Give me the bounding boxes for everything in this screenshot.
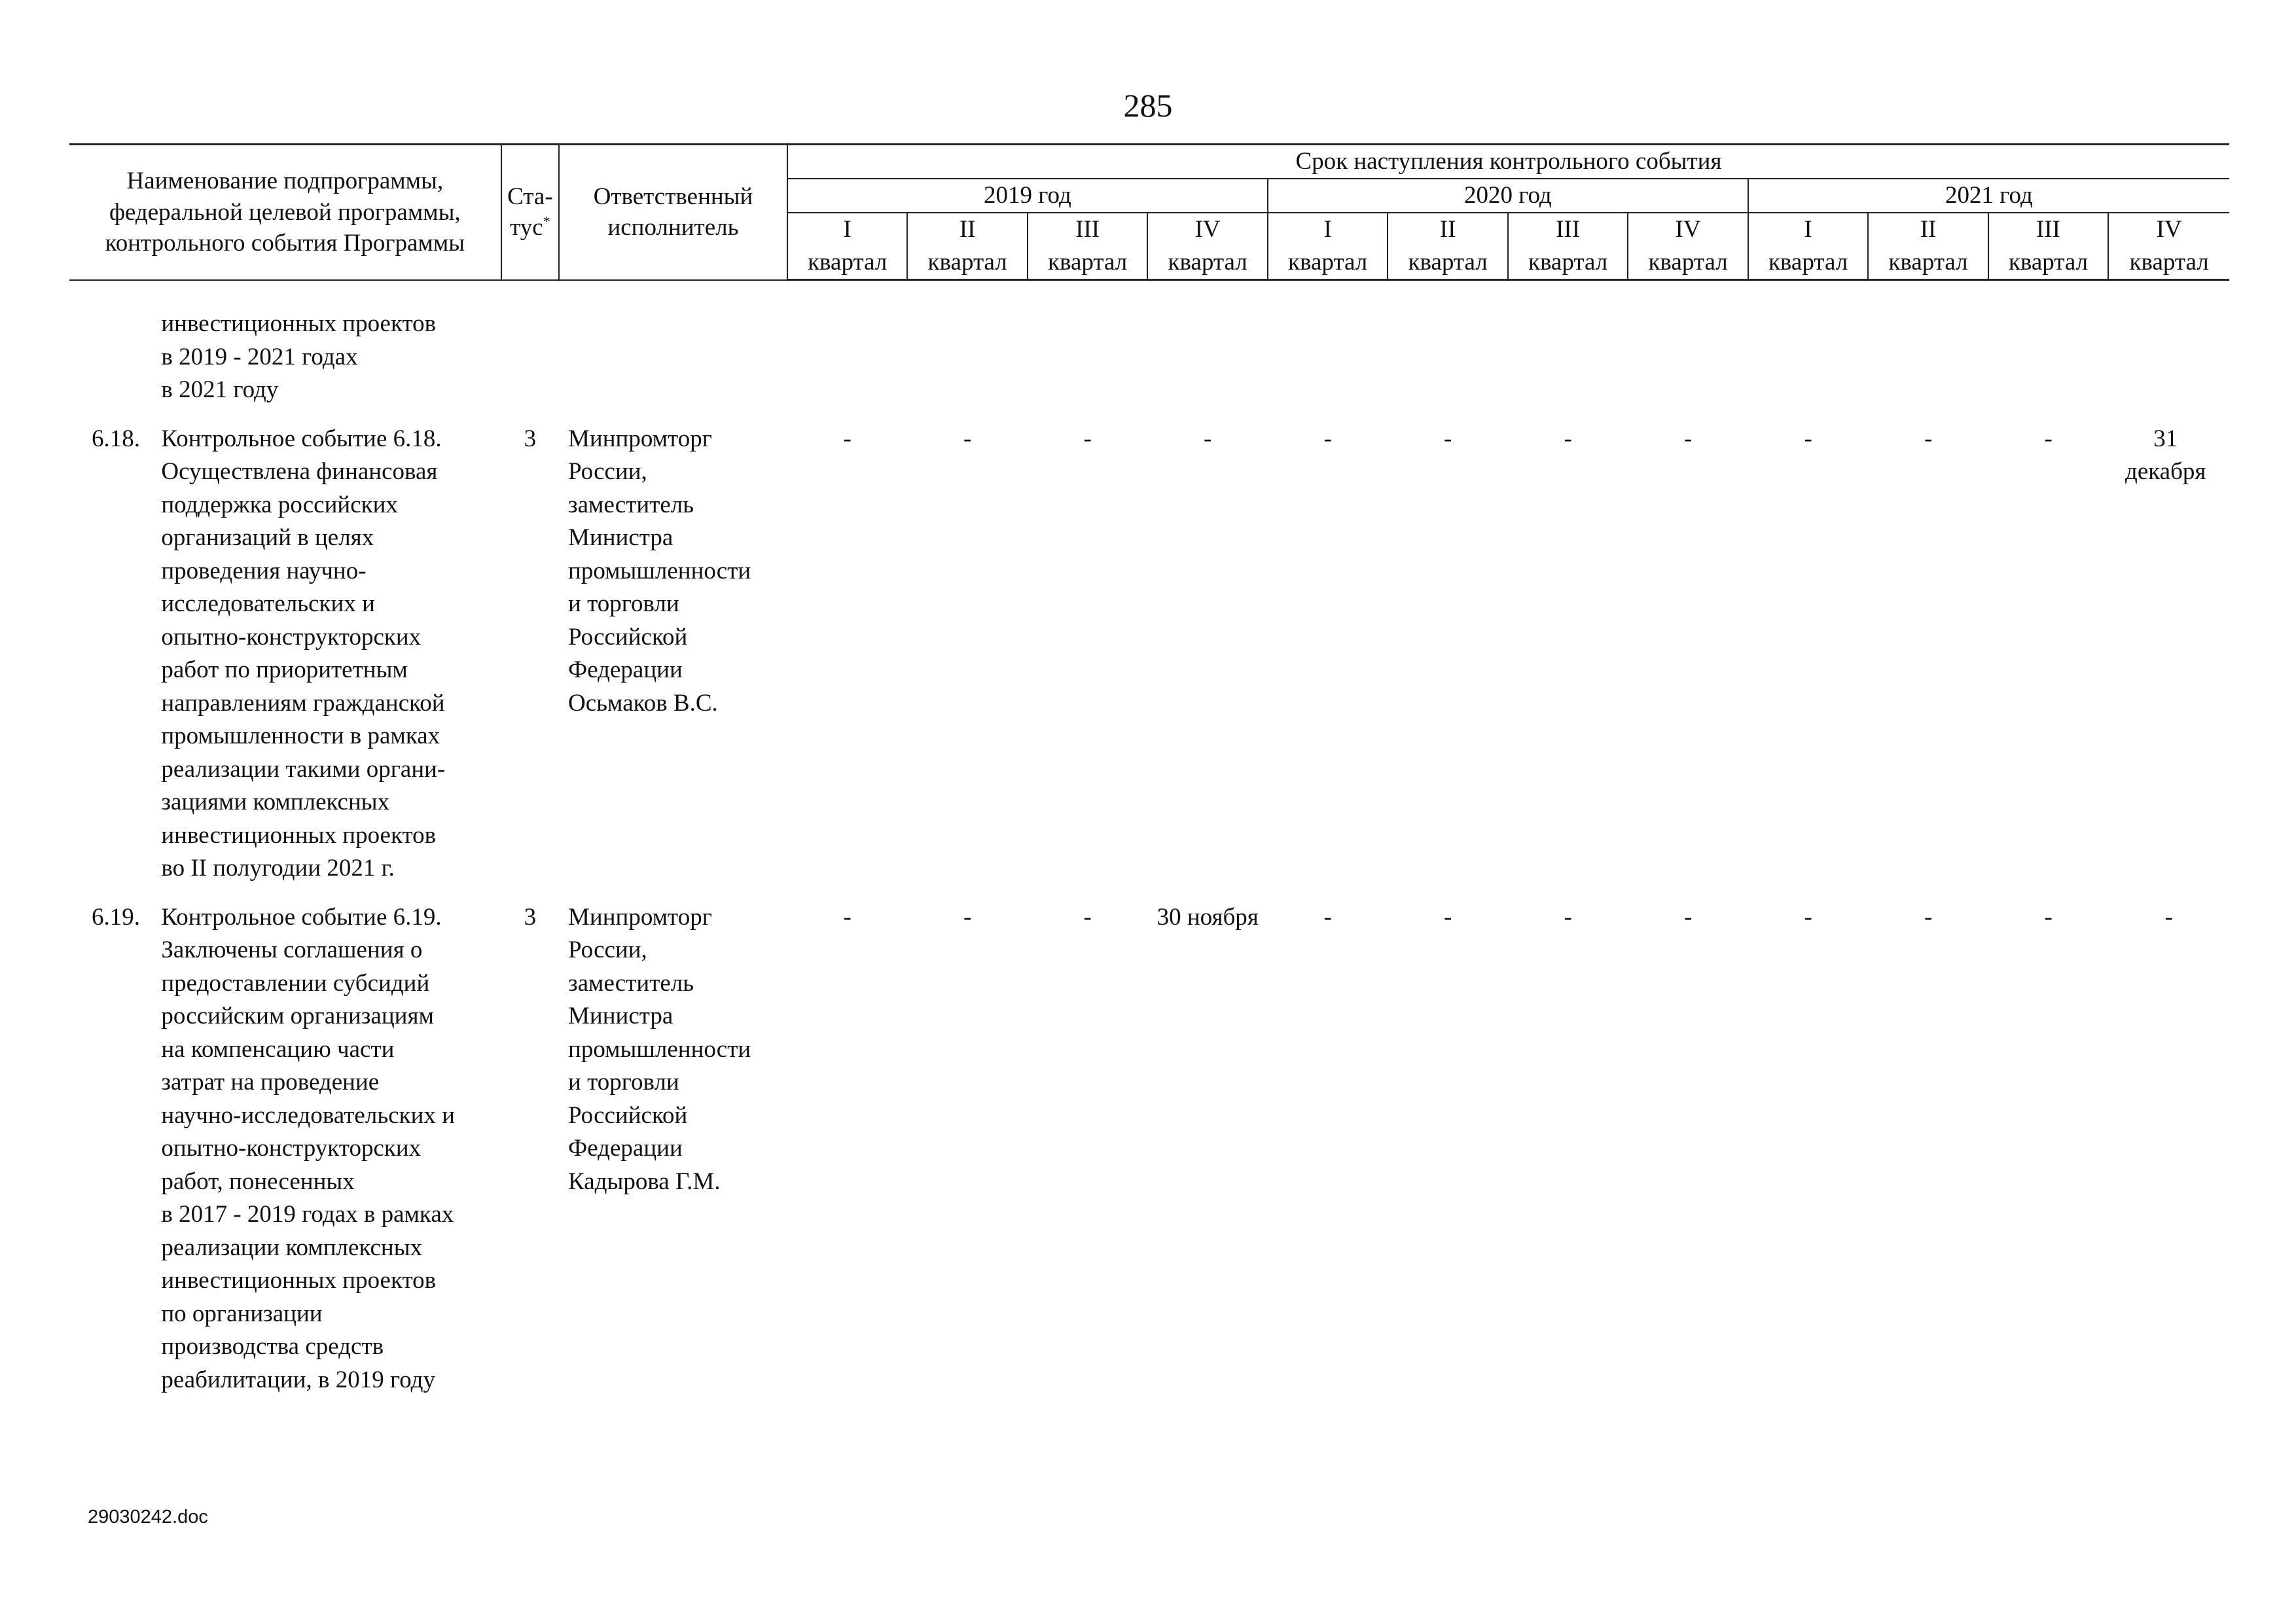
header-quarter-number: I xyxy=(1748,213,1868,246)
text-line: реализации такими органи- xyxy=(161,755,446,783)
header-quarter-number: IV xyxy=(1628,213,1748,246)
text-line: Министра xyxy=(568,1003,673,1029)
text-line: Минпромторг xyxy=(568,903,712,931)
quarter-cell: - xyxy=(963,903,972,931)
text-line: промышленности в рамках xyxy=(161,722,440,749)
quarter-cell: - xyxy=(963,425,972,452)
header-name-column: Наименование подпрограммы, федеральной целевой программы, контрольного события Программы xyxy=(69,145,501,280)
document-filename: 29030242.doc xyxy=(88,1507,208,1527)
text-line: заместитель xyxy=(568,491,694,518)
header-quarter-label: квартал xyxy=(1628,246,1748,280)
text-line: организаций в целях xyxy=(161,524,374,551)
header-status-label: Ста-тус xyxy=(507,183,553,241)
text-line: России, xyxy=(568,936,647,963)
quarter-cell: - xyxy=(1564,425,1572,452)
text-line: реабилитации, в 2019 году xyxy=(161,1366,435,1393)
text-line: Министра xyxy=(568,524,673,551)
table-row xyxy=(69,423,2229,885)
table-body xyxy=(69,308,2229,1397)
row-event-name xyxy=(161,423,501,885)
text-line: производства средств xyxy=(161,1333,384,1360)
text-line: Контрольное событие 6.18. xyxy=(161,425,442,452)
text-line: исследовательских и xyxy=(161,590,375,617)
quarter-cell: - xyxy=(1804,425,1812,452)
text-line: реализации комплексных xyxy=(161,1234,423,1261)
text-line: промышленности xyxy=(568,1035,751,1063)
quarter-cell: 31 декабря xyxy=(2125,425,2206,485)
header-quarter-number: III xyxy=(1508,213,1628,246)
quarter-cell: - xyxy=(1684,903,1693,931)
quarter-cell: - xyxy=(843,425,852,452)
text-line: предоставлении субсидий xyxy=(161,969,430,997)
text-line: Осьмаков В.С. xyxy=(568,689,718,717)
quarter-cell: - xyxy=(2164,903,2173,931)
continuation-row xyxy=(69,308,2229,407)
header-quarter-label: квартал xyxy=(1388,246,1507,280)
text-line: Российской xyxy=(568,623,688,651)
header-quarter-number: I xyxy=(1268,213,1388,246)
table-header xyxy=(69,143,2229,281)
table-row xyxy=(69,901,2229,1397)
quarter-cell: - xyxy=(1684,425,1693,452)
header-quarter-label: квартал xyxy=(1147,246,1267,280)
quarter-cell: - xyxy=(1924,425,1933,452)
row-responsible xyxy=(559,901,787,1397)
header-quarter-label: квартал xyxy=(1268,246,1388,280)
header-status-column xyxy=(501,145,559,280)
text-line: научно-исследовательских и xyxy=(161,1101,455,1129)
header-quarter-label: квартал xyxy=(1988,246,2108,280)
row-number: 6.18. xyxy=(92,425,140,452)
header-quarter-number: III xyxy=(1988,213,2108,246)
row-status: 3 xyxy=(524,903,537,931)
text-line: зациями комплексных xyxy=(161,789,390,815)
quarter-cell: - xyxy=(1323,425,1332,452)
quarter-cell: - xyxy=(843,903,852,931)
text-line: в 2017 - 2019 годах в рамках xyxy=(161,1201,454,1228)
text-line: Федерации xyxy=(568,1135,683,1162)
header-year-2019: 2019 год xyxy=(787,179,1268,213)
header-quarter-label: квартал xyxy=(907,246,1027,280)
header-quarter-number: IV xyxy=(2108,213,2229,246)
row-number: 6.19. xyxy=(92,903,140,931)
text-line: во II полугодии 2021 г. xyxy=(161,855,395,882)
row-status: 3 xyxy=(524,425,537,452)
header-year-2020: 2020 год xyxy=(1268,179,1748,213)
text-line: российским организациям xyxy=(161,1003,434,1029)
text-line: поддержка российских xyxy=(161,491,398,518)
text-line: Кадырова Г.М. xyxy=(568,1168,721,1195)
quarter-cell: - xyxy=(1444,425,1452,452)
quarter-cell: - xyxy=(2044,425,2053,452)
page-number: 285 xyxy=(1123,87,1173,124)
text-line: инвестиционных проектов xyxy=(161,310,437,337)
header-deadline-title: Срок наступления контрольного события xyxy=(787,145,2229,179)
header-quarter-number: IV xyxy=(1147,213,1267,246)
text-line: затрат на проведение xyxy=(161,1069,380,1096)
text-line: Федерации xyxy=(568,656,683,683)
text-line: проведения научно- xyxy=(161,557,367,584)
header-quarter-number: III xyxy=(1028,213,1147,246)
quarter-cell: 30 ноября xyxy=(1157,903,1259,931)
header-responsible-column: Ответственный исполнитель xyxy=(559,145,787,280)
quarter-cell: - xyxy=(1083,903,1092,931)
header-quarter-label: квартал xyxy=(1868,246,1988,280)
text-line: Контрольное событие 6.19. xyxy=(161,903,442,931)
header-quarter-label: квартал xyxy=(787,246,907,280)
quarter-cell: - xyxy=(1083,425,1092,452)
quarter-cell: - xyxy=(1804,903,1812,931)
text-line: инвестиционных проектов xyxy=(161,821,437,849)
text-line: в 2019 - 2021 годах xyxy=(161,343,358,370)
header-status-mark: * xyxy=(543,213,550,230)
header-quarter-number: II xyxy=(1868,213,1988,246)
text-line: инвестиционных проектов xyxy=(161,1267,437,1294)
text-line: работ по приоритетным xyxy=(161,656,408,683)
text-line: и торговли xyxy=(568,1069,679,1096)
quarter-cell: - xyxy=(1564,903,1572,931)
text-line: по организации xyxy=(161,1300,323,1327)
text-line: работ, понесенных xyxy=(161,1168,355,1195)
text-line: Минпромторг xyxy=(568,425,712,452)
row-responsible xyxy=(559,423,787,885)
header-quarter-label: квартал xyxy=(1028,246,1147,280)
text-line: опытно-конструкторских xyxy=(161,1135,422,1162)
header-quarter-number: I xyxy=(787,213,907,246)
quarter-cell: - xyxy=(1924,903,1933,931)
text-line: направлениям гражданской xyxy=(161,689,445,717)
header-quarter-label: квартал xyxy=(2108,246,2229,280)
text-line: Заключены соглашения о xyxy=(161,936,423,963)
row-event-name xyxy=(161,901,501,1397)
text-line: России, xyxy=(568,458,647,485)
text-line: в 2021 году xyxy=(161,376,279,403)
text-line: и торговли xyxy=(568,590,679,617)
continuation-text xyxy=(161,308,501,407)
quarter-cell: - xyxy=(1444,903,1452,931)
text-line: заместитель xyxy=(568,969,694,997)
text-line: Осуществлена финансовая xyxy=(161,458,438,485)
quarter-cell: - xyxy=(1323,903,1332,931)
text-line: Российской xyxy=(568,1101,688,1129)
quarter-cell: - xyxy=(2044,903,2053,931)
text-line: на компенсацию части xyxy=(161,1035,395,1063)
text-line: промышленности xyxy=(568,557,751,584)
header-quarter-label: квартал xyxy=(1508,246,1628,280)
header-quarter-label: квартал xyxy=(1748,246,1868,280)
header-quarter-number: II xyxy=(907,213,1027,246)
header-quarter-number: II xyxy=(1388,213,1507,246)
text-line: опытно-конструкторских xyxy=(161,623,422,651)
header-year-2021: 2021 год xyxy=(1748,179,2229,213)
quarter-cell: - xyxy=(1204,425,1212,452)
